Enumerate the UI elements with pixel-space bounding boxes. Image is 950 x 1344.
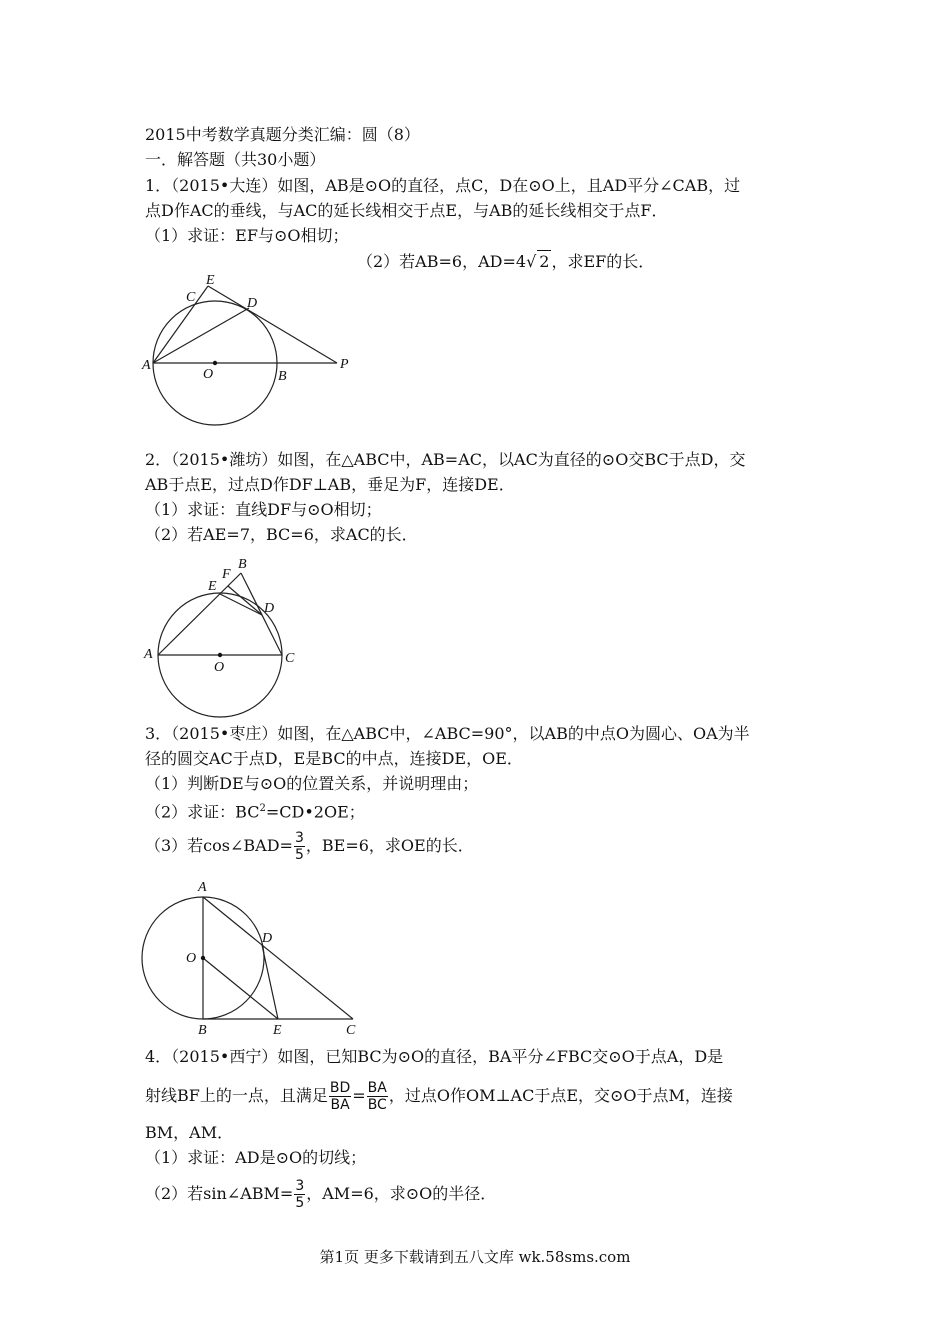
q4-line-2	[145, 1076, 733, 1116]
q2-line-ab	[158, 573, 241, 655]
q3-line-5-tail: ，BE=6，求OE的长．	[305, 836, 474, 855]
q1-line-3: （1）求证：EF与⊙O相切；	[145, 226, 349, 245]
sqrt-radicand: 2	[539, 252, 550, 271]
q3-line-ac	[203, 897, 353, 1019]
q3-line-2: 径的圆交AC于点D，E是BC的中点，连接DE，OE．	[145, 749, 523, 768]
document-title: 2015中考数学真题分类汇编：圆（8）	[145, 125, 420, 144]
q1-center-dot	[213, 361, 217, 365]
q3-label-o: O	[186, 951, 197, 966]
q2-label-c: C	[285, 651, 295, 666]
q3-line-4-tail: =CD•2OE；	[265, 802, 365, 822]
q3-label-e: E	[273, 1023, 282, 1038]
q1-line-ae	[153, 286, 208, 363]
q4-line-5	[145, 1174, 496, 1214]
q3-superscript: 2	[259, 803, 266, 814]
q3-label-b: B	[198, 1023, 207, 1038]
q1-label-o: O	[203, 367, 214, 382]
q1-line-1: 1．（2015•大连）如图，AB是⊙O的直径，点C，D在⊙O上，且AD平分∠CAB，过	[145, 176, 741, 195]
q4-fraction-num: 3	[295, 1178, 305, 1194]
q3-line-5-text: （3）若cos∠BAD=	[145, 836, 293, 855]
q4-line-2-text: 射线BF上的一点，且满足	[145, 1086, 328, 1105]
q3-fraction-num: 3	[294, 830, 304, 846]
q4-frac1-num: BD	[329, 1080, 351, 1096]
q3-figure	[138, 876, 368, 1038]
q2-figure	[140, 548, 310, 718]
q2-line-3: （1）求证：直线DF与⊙O相切；	[145, 500, 382, 519]
q3-label-d: D	[262, 931, 273, 946]
q4-fraction-bd-ba	[329, 1080, 351, 1113]
q3-label-c: C	[346, 1023, 356, 1038]
q2-label-a: A	[144, 647, 153, 662]
q1-label-a: A	[142, 358, 151, 373]
q3-fraction-den: 5	[294, 847, 304, 863]
q4-line-2-tail: ，过点O作OM⊥AC于点E，交⊙O于点M，连接	[388, 1086, 733, 1105]
q2-label-b: B	[238, 557, 247, 572]
q3-center-dot	[201, 956, 205, 960]
q1-line-ad	[153, 308, 249, 363]
q1-line-4-text: （2）若AB=6，AD=4	[357, 252, 527, 271]
q1-label-b: B	[278, 369, 287, 384]
q4-fraction	[294, 1178, 305, 1211]
q1-label-e: E	[206, 273, 215, 288]
q1-figure	[140, 268, 360, 428]
q3-line-5	[145, 826, 474, 866]
q3-line-4	[145, 798, 365, 823]
q4-line-4: （1）求证：AD是⊙O的切线；	[145, 1148, 367, 1167]
q4-equals: =	[352, 1086, 366, 1105]
q2-center-dot	[218, 653, 222, 657]
q2-line-4: （2）若AE=7，BC=6，求AC的长．	[145, 525, 418, 544]
q2-label-e: E	[208, 579, 217, 594]
q2-label-f: F	[222, 567, 231, 582]
q2-label-o: O	[214, 660, 225, 675]
q4-frac2-num: BA	[367, 1080, 387, 1096]
page-footer: 第1页 更多下载请到五八文库 wk.58sms.com	[319, 1248, 631, 1266]
q1-label-d: D	[247, 296, 258, 311]
q4-line-5-text: （2）若sin∠ABM=	[145, 1184, 294, 1203]
q2-label-d: D	[264, 601, 275, 616]
q4-line-1: 4．（2015•西宁）如图，已知BC为⊙O的直径，BA平分∠FBC交⊙O于点A，D是	[145, 1047, 724, 1066]
q2-line-1: 2．（2015•潍坊）如图，在△ABC中，AB=AC，以AC为直径的⊙O交BC于点D，交	[145, 450, 746, 469]
q4-frac2-den: BC	[367, 1097, 387, 1113]
q4-frac1-den: BA	[330, 1097, 350, 1113]
sqrt-sign: √	[526, 252, 537, 271]
q3-line-4-text: （2）求证：BC	[145, 802, 260, 822]
q1-line-4	[357, 250, 654, 273]
q4-line-5-tail: ，AM=6，求⊙O的半径．	[306, 1184, 497, 1203]
section-heading: 一．解答题（共30小题）	[145, 150, 326, 169]
q3-label-a: A	[198, 880, 207, 895]
q1-line-2: 点D作AC的垂线，与AC的延长线相交于点E，与AB的延长线相交于点F．	[145, 201, 668, 220]
q1-label-p: P	[340, 357, 349, 372]
q1-line-4-tail: ，求EF的长．	[551, 252, 655, 271]
q4-line-3: BM，AM．	[145, 1123, 234, 1142]
q3-line-1: 3．（2015•枣庄）如图，在△ABC中，∠ABC=90°，以AB的中点O为圆心、OA为半	[145, 724, 750, 743]
q1-line-ep	[208, 286, 337, 363]
q3-fraction	[294, 830, 305, 863]
q1-label-c: C	[186, 290, 196, 305]
q2-line-2: AB于点E，过点D作DF⊥AB，垂足为F，连接DE．	[145, 475, 515, 494]
q3-line-3: （1）判断DE与⊙O的位置关系，并说明理由；	[145, 774, 479, 793]
q4-fraction-ba-bc	[367, 1080, 388, 1113]
q4-fraction-den: 5	[295, 1195, 305, 1211]
